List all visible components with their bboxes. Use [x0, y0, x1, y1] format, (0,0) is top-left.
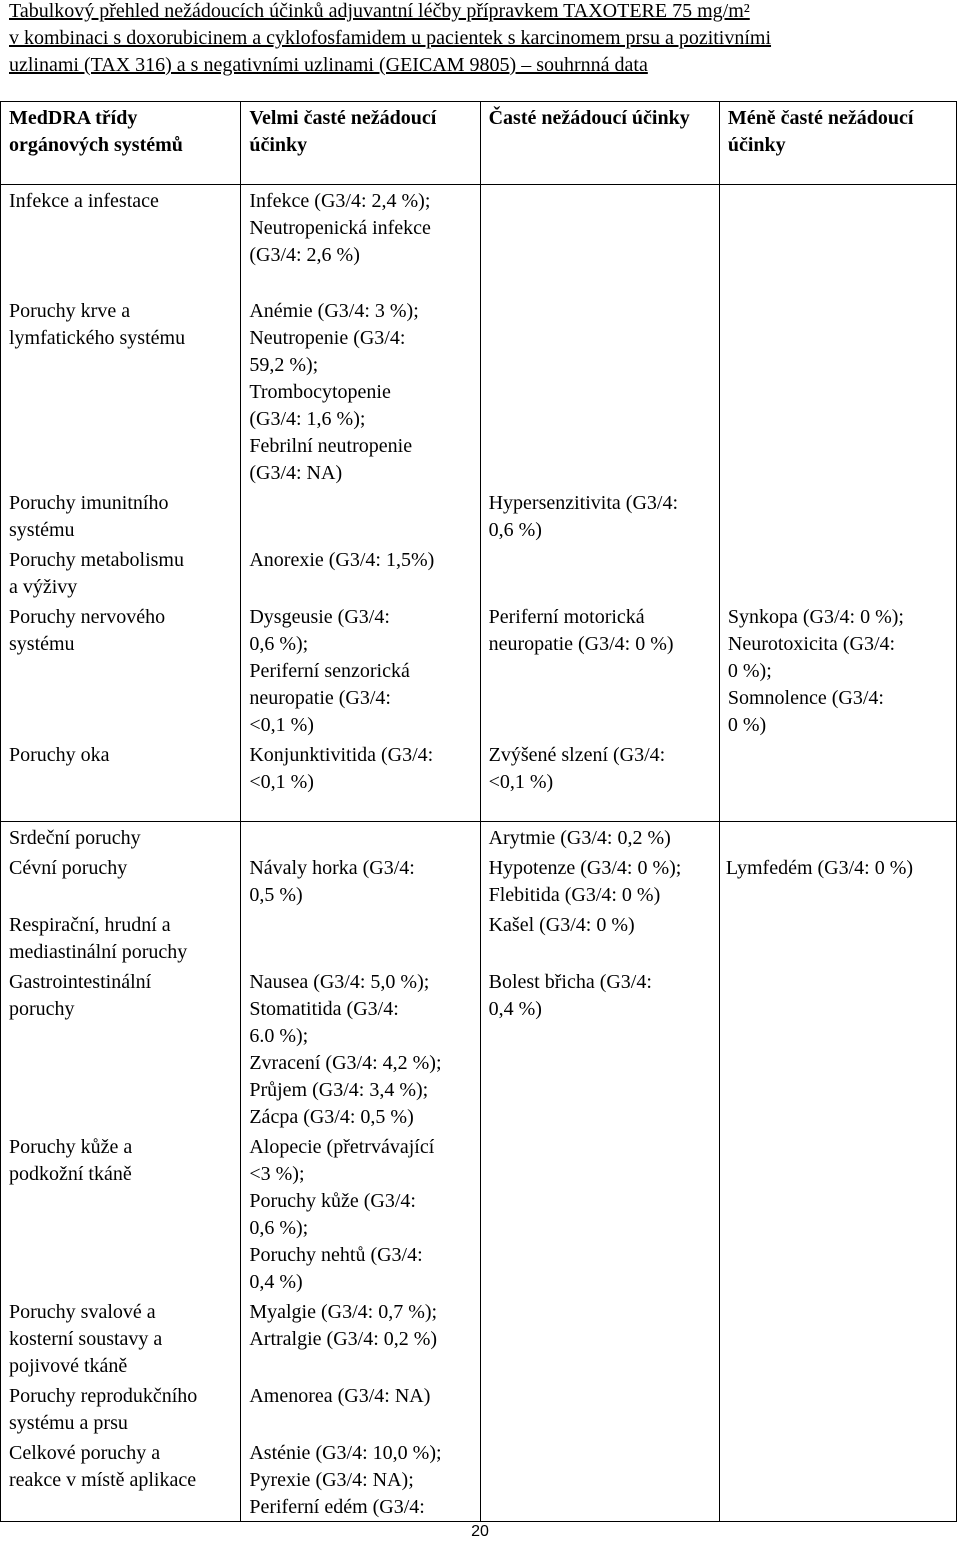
cell-soc: Poruchy reprodukčního systému a prsu [1, 1380, 241, 1437]
cell-common: Hypotenze (G3/4: 0 %); Flebitida (G3/4: 0 %) [480, 852, 719, 909]
cell-common [480, 1296, 719, 1380]
cell-soc: Infekce a infestace [1, 185, 241, 295]
cell-very-common: Asténie (G3/4: 10,0 %); Pyrexie (G3/4: NA); Periferní edém (G3/4: [241, 1437, 480, 1522]
cell-very-common: Konjunktivitida (G3/4: <0,1 %) [241, 739, 480, 822]
table-row [1, 1296, 957, 1380]
cell-common [480, 185, 719, 295]
table-row [1, 822, 957, 853]
table-row [1, 1131, 957, 1296]
cell-very-common: Amenorea (G3/4: NA) [241, 1380, 480, 1437]
cell-uncommon [719, 966, 956, 1131]
table-row [1, 601, 957, 739]
cell-soc: Gastrointestinální poruchy [1, 966, 241, 1131]
cell-uncommon [719, 544, 956, 601]
header-uncommon: Méně časté nežádoucí účinky [719, 102, 956, 185]
table-row [1, 185, 957, 295]
header-soc: MedDRA třídy orgánových systémů [1, 102, 241, 185]
cell-soc: Respirační, hrudní a mediastinální poruchy [1, 909, 241, 966]
table-row [1, 739, 957, 822]
cell-soc: Poruchy nervového systému [1, 601, 241, 739]
table-row [1, 544, 957, 601]
cell-uncommon [719, 1131, 956, 1296]
table-row [1, 1437, 957, 1522]
cell-common: Kašel (G3/4: 0 %) [480, 909, 719, 966]
table-row [1, 487, 957, 544]
title-line: Tabulkový přehled nežádoucích účinků adjuvantní léčby přípravkem TAXOTERE 75 mg/m² [9, 0, 750, 22]
cell-common: Arytmie (G3/4: 0,2 %) [480, 822, 719, 853]
cell-common: Zvýšené slzení (G3/4: <0,1 %) [480, 739, 719, 822]
cell-soc: Poruchy svalové a kosterní soustavy a pojivové tkáně [1, 1296, 241, 1380]
cell-very-common [241, 822, 480, 853]
cell-soc: Poruchy kůže a podkožní tkáně [1, 1131, 241, 1296]
table-header-row [1, 102, 957, 185]
cell-uncommon [719, 1380, 956, 1437]
cell-common: Hypersenzitivita (G3/4: 0,6 %) [480, 487, 719, 544]
cell-common: Bolest břicha (G3/4: 0,4 %) [480, 966, 719, 1131]
cell-soc: Srdeční poruchy [1, 822, 241, 853]
cell-uncommon: Synkopa (G3/4: 0 %); Neurotoxicita (G3/4: 0 %); Somnolence (G3/4: 0 %) [719, 601, 956, 739]
cell-common [480, 1437, 719, 1522]
header-common: Časté nežádoucí účinky [480, 102, 719, 185]
cell-very-common: Alopecie (přetrvávající <3 %); Poruchy kůže (G3/4: 0,6 %); Poruchy nehtů (G3/4: 0,4 %) [241, 1131, 480, 1296]
cell-uncommon [719, 739, 956, 822]
adverse-effects-table [0, 101, 957, 1522]
cell-soc: Poruchy krve a lymfatického systému [1, 295, 241, 487]
table-row [1, 1380, 957, 1437]
cell-soc: Celkové poruchy a reakce v místě aplikace [1, 1437, 241, 1522]
cell-soc: Poruchy oka [1, 739, 241, 822]
cell-soc: Poruchy metabolismu a výživy [1, 544, 241, 601]
cell-uncommon [719, 1437, 956, 1522]
cell-very-common: Anorexie (G3/4: 1,5%) [241, 544, 480, 601]
cell-uncommon [719, 1296, 956, 1380]
cell-very-common [241, 909, 480, 966]
cell-very-common: Dysgeusie (G3/4: 0,6 %); Periferní senzorická neuropatie (G3/4: <0,1 %) [241, 601, 480, 739]
table-row [1, 966, 957, 1131]
document-title [9, 0, 954, 79]
table-row [1, 852, 957, 909]
cell-very-common: Anémie (G3/4: 3 %); Neutropenie (G3/4: 59,2 %); Trombocytopenie (G3/4: 1,6 %); Febrilní neutropenie (G3/4: NA) [241, 295, 480, 487]
cell-very-common: Návaly horka (G3/4: 0,5 %) [241, 852, 480, 909]
cell-uncommon: Lymfedém (G3/4: 0 %) [719, 852, 956, 909]
cell-very-common [241, 487, 480, 544]
table-row [1, 295, 957, 487]
cell-uncommon [719, 487, 956, 544]
cell-uncommon [719, 295, 956, 487]
cell-very-common: Nausea (G3/4: 5,0 %); Stomatitida (G3/4: 6.0 %); Zvracení (G3/4: 4,2 %); Průjem (G3/4: 3,4 %); Zácpa (G3/4: 0,5 %) [241, 966, 480, 1131]
cell-uncommon [719, 822, 956, 853]
cell-common [480, 295, 719, 487]
cell-uncommon [719, 909, 956, 966]
cell-uncommon [719, 185, 956, 295]
header-very-common: Velmi časté nežádoucí účinky [241, 102, 480, 185]
cell-soc: Cévní poruchy [1, 852, 241, 909]
page-number: 20 [471, 1523, 489, 1540]
title-line: v kombinaci s doxorubicinem a cyklofosfamidem u pacientek s karcinomem prsu a pozitivními [9, 27, 772, 49]
cell-very-common: Infekce (G3/4: 2,4 %); Neutropenická infekce (G3/4: 2,6 %) [241, 185, 480, 295]
cell-common [480, 1131, 719, 1296]
cell-common: Periferní motorická neuropatie (G3/4: 0 %) [480, 601, 719, 739]
cell-very-common: Myalgie (G3/4: 0,7 %); Artralgie (G3/4: 0,2 %) [241, 1296, 480, 1380]
cell-common [480, 544, 719, 601]
cell-common [480, 1380, 719, 1437]
table-row [1, 909, 957, 966]
cell-soc: Poruchy imunitního systému [1, 487, 241, 544]
title-line: uzlinami (TAX 316) a s negativními uzlinami (GEICAM 9805) – souhrnná data [9, 54, 648, 76]
